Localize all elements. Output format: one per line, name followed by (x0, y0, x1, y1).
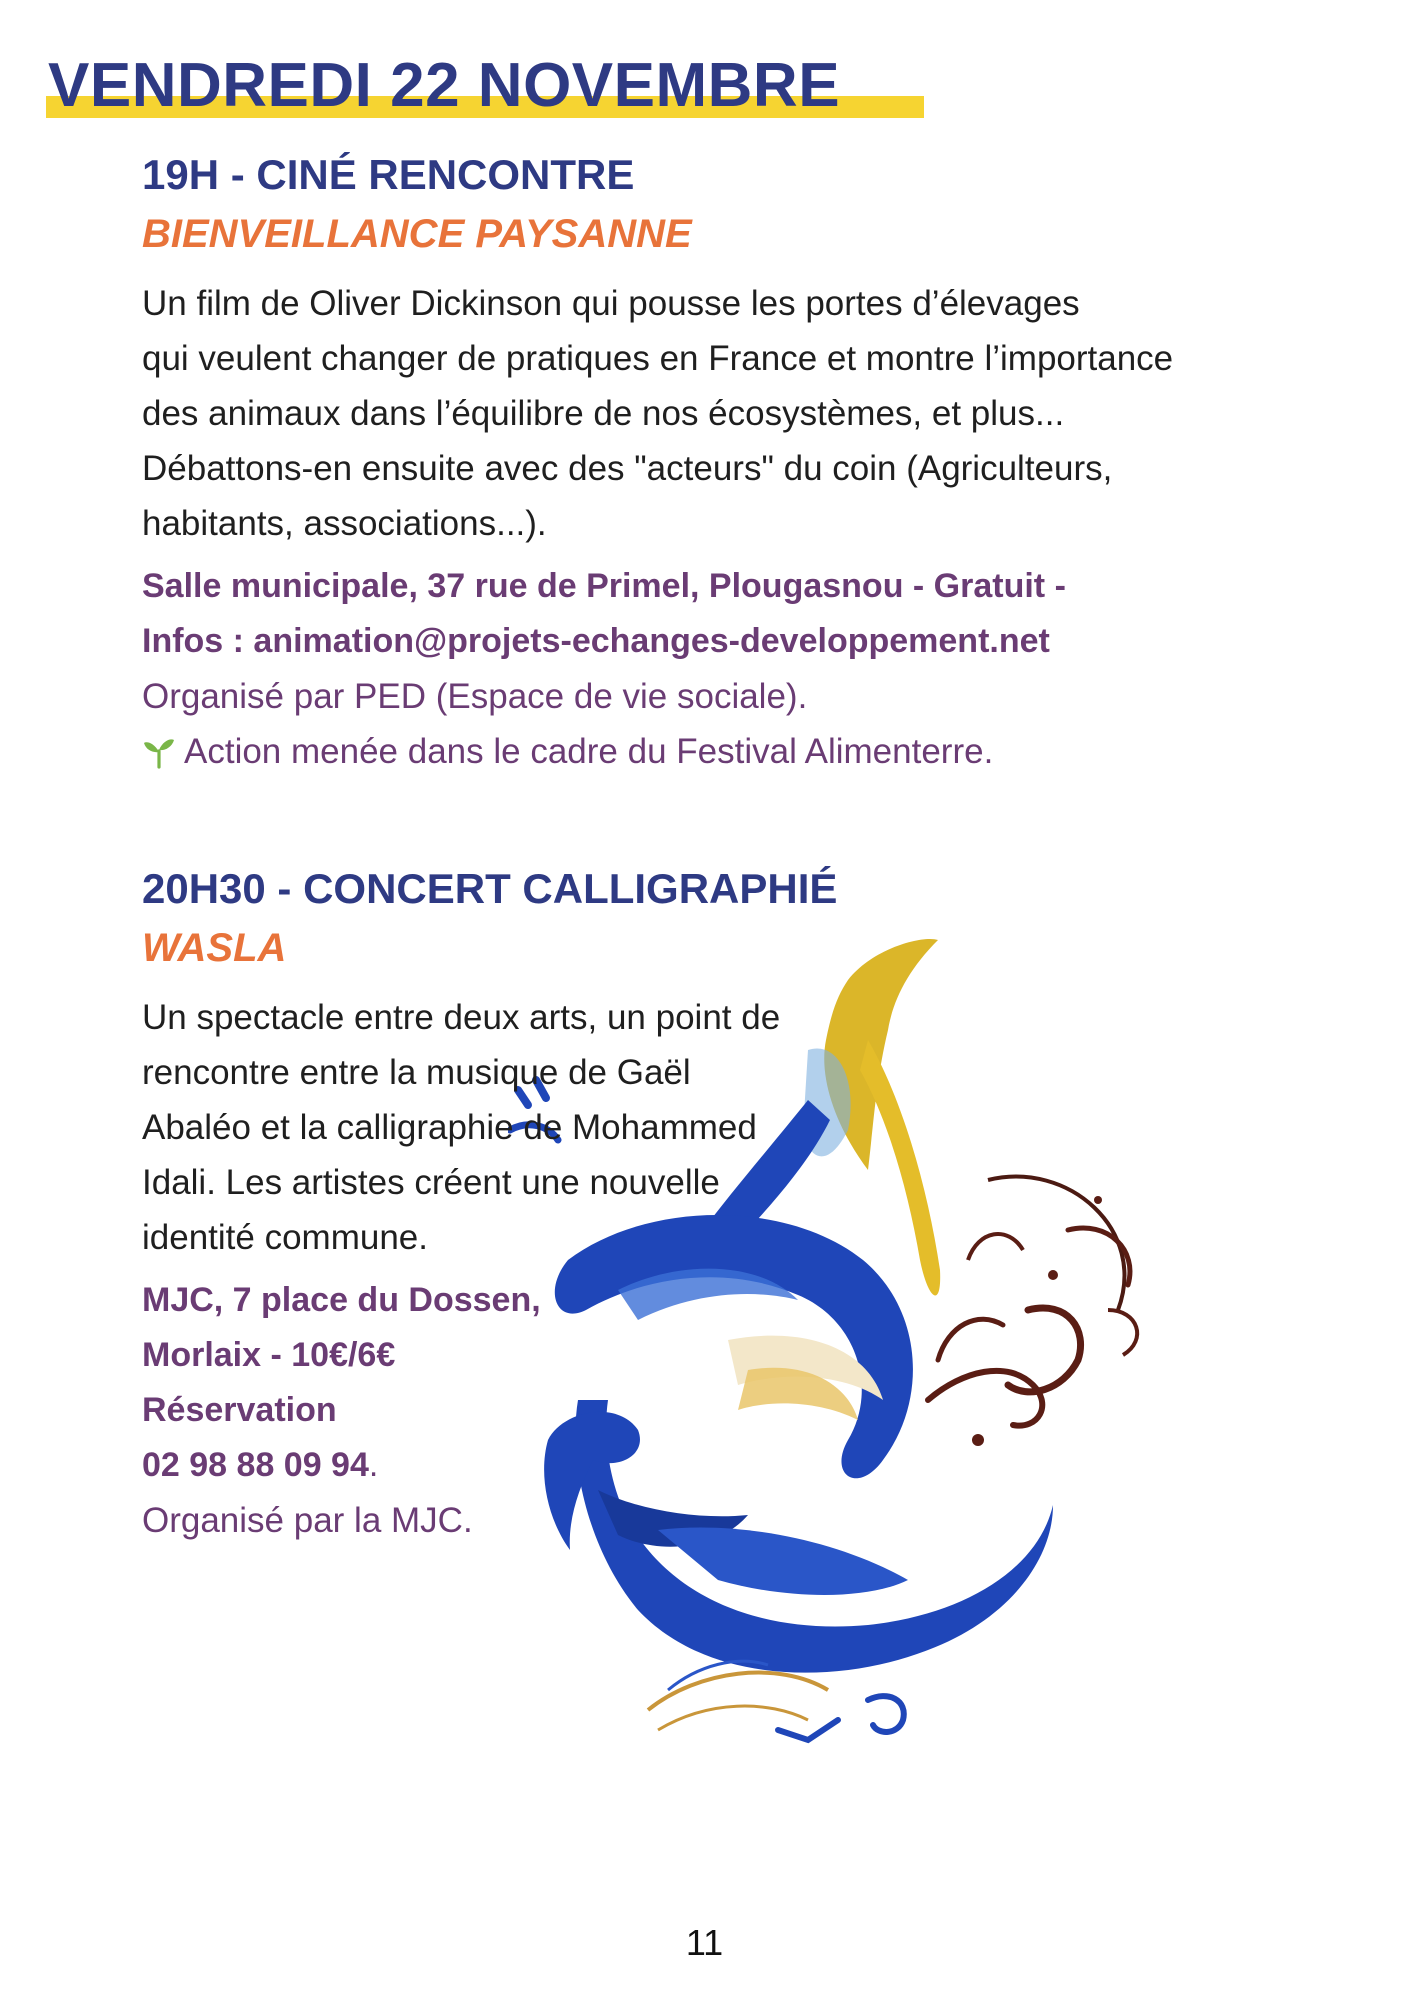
date-header (46, 50, 841, 122)
event-concert-calligraphie (142, 860, 902, 1548)
description-line: habitants, associations...). (142, 504, 547, 543)
description-line: Débattons-en ensuite avec des "acteurs" du coin (Agriculteurs, (142, 449, 1113, 488)
description-line: Idali. Les artistes créent une nouvelle (142, 1163, 720, 1202)
event-info (142, 1273, 902, 1548)
date-title: VENDREDI 22 NOVEMBRE (48, 51, 841, 120)
organizer-text: Organisé par PED (Espace de vie sociale). (142, 677, 808, 716)
action-text: Action menée dans le cadre du Festival Alimenterre. (184, 732, 994, 771)
action-line (142, 724, 1322, 779)
venue-line: Salle municipale, 37 rue de Primel, Plougasnou - Gratuit - (142, 567, 1066, 605)
description-line: Un film de Oliver Dickinson qui pousse les portes d’élevages (142, 284, 1080, 323)
sprout-icon (142, 733, 176, 769)
event-info (142, 559, 1322, 779)
venue-line: Morlaix - 10€/6€ (142, 1336, 396, 1374)
description-line: Un spectacle entre deux arts, un point de (142, 998, 781, 1037)
description-line: qui veulent changer de pratiques en France et montre l’importance (142, 339, 1174, 378)
event-cine-rencontre (142, 146, 1322, 779)
phone-number[interactable]: 02 98 88 09 94 (142, 1446, 369, 1484)
page-number: 11 (685, 1922, 724, 1963)
description-line: Abaléo et la calligraphie de Mohammed (142, 1108, 757, 1147)
venue-line: MJC, 7 place du Dossen, (142, 1281, 541, 1319)
phone-line (142, 1438, 902, 1493)
event-heading: 20H30 - CONCERT CALLIGRAPHIÉ (142, 865, 838, 912)
event-title: WASLA (142, 926, 287, 970)
infos-email-link[interactable]: Infos : animation@projets-echanges-developpement.net (142, 622, 1050, 660)
description-line: des animaux dans l’équilibre de nos écosystèmes, et plus... (142, 394, 1065, 433)
event-title: BIENVEILLANCE PAYSANNE (142, 212, 692, 256)
event-description (142, 990, 902, 1265)
reservation-label: Réservation (142, 1391, 337, 1429)
event-description (142, 276, 1322, 551)
description-line: identité commune. (142, 1218, 428, 1257)
organizer-text: Organisé par la MJC. (142, 1501, 473, 1540)
event-heading: 19H - CINÉ RENCONTRE (142, 151, 635, 198)
description-line: rencontre entre la musique de Gaël (142, 1053, 691, 1092)
phone-suffix: . (368, 1446, 379, 1484)
